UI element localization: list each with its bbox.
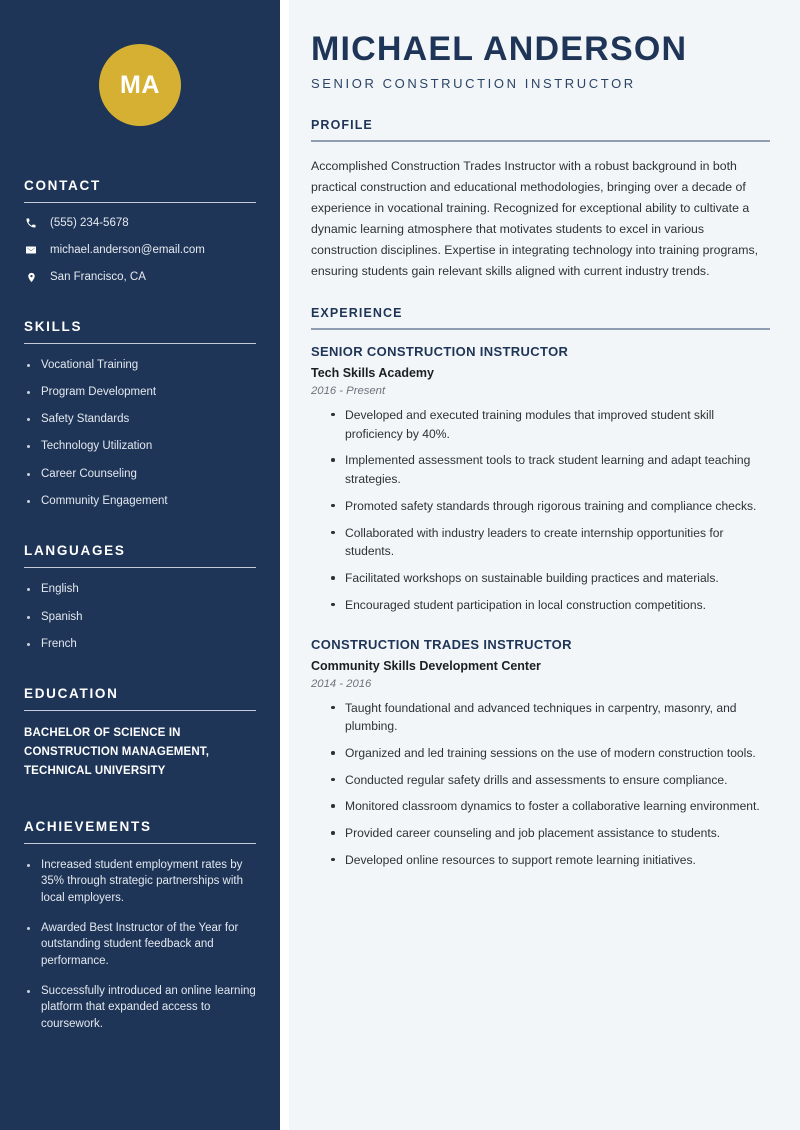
- list-item: Successfully introduced an online learning platform that expanded access to coursework.: [24, 983, 256, 1033]
- achievements-list: [24, 857, 256, 1033]
- job-dates: 2016 - Present: [311, 384, 386, 397]
- column-divider: [280, 0, 289, 1130]
- page-title: MICHAEL ANDERSON: [311, 30, 688, 68]
- achievements-divider: [24, 843, 256, 844]
- profile-divider: [311, 140, 770, 142]
- skills-section: [24, 319, 256, 510]
- list-item: Conducted regular safety drills and assessments to ensure compliance.: [331, 771, 770, 790]
- experience-entry: [311, 344, 770, 615]
- profile-section: [311, 118, 770, 282]
- list-item: Encouraged student participation in local construction competitions.: [331, 596, 770, 615]
- skills-heading: SKILLS: [24, 318, 83, 334]
- education-divider: [24, 710, 256, 711]
- list-item: French: [24, 636, 256, 653]
- list-item: Program Development: [24, 384, 256, 401]
- languages-list: [24, 581, 256, 652]
- sidebar: [0, 0, 280, 1130]
- envelope-icon: [24, 244, 38, 256]
- contact-phone-value: (555) 234-5678: [50, 217, 129, 229]
- list-item: Vocational Training: [24, 357, 256, 374]
- job-title: CONSTRUCTION TRADES INSTRUCTOR: [311, 636, 572, 652]
- map-pin-icon: [24, 271, 38, 284]
- list-item: Promoted safety standards through rigorous training and compliance checks.: [331, 497, 770, 516]
- list-item: Monitored classroom dynamics to foster a collaborative learning environment.: [331, 797, 770, 816]
- contact-location-value: San Francisco, CA: [50, 270, 146, 283]
- education-section: [24, 686, 256, 780]
- education-heading: EDUCATION: [24, 686, 119, 702]
- list-item: Increased student employment rates by 35% through strategic partnerships with local employers.: [24, 857, 256, 907]
- skills-list: [24, 357, 256, 510]
- list-item: Safety Standards: [24, 411, 256, 428]
- list-item: English: [24, 581, 256, 598]
- contact-email-row[interactable]: [24, 243, 256, 258]
- list-item: Collaborated with industry leaders to create internship opportunities for students.: [331, 524, 770, 561]
- list-item: Spanish: [24, 609, 256, 626]
- achievements-section: [24, 819, 256, 1033]
- list-item: Developed online resources to support remote learning initiatives.: [331, 851, 770, 870]
- list-item: Awarded Best Instructor of the Year for outstanding student feedback and performance.: [24, 920, 256, 970]
- phone-icon: [24, 217, 38, 229]
- contact-location-row[interactable]: [24, 270, 256, 285]
- experience-entry: [311, 637, 770, 870]
- languages-heading: LANGUAGES: [24, 543, 126, 559]
- job-bullets: [311, 699, 770, 870]
- job-subtitle: SENIOR CONSTRUCTION INSTRUCTOR: [311, 76, 636, 92]
- list-item: Implemented assessment tools to track student learning and adapt teaching strategies.: [331, 451, 770, 488]
- avatar-initials: MA: [99, 44, 181, 126]
- languages-section: [24, 543, 256, 652]
- contact-divider: [24, 202, 256, 203]
- list-item: Provided career counseling and job placement assistance to students.: [331, 824, 770, 843]
- contact-section: [24, 178, 256, 285]
- list-item: Career Counseling: [24, 466, 256, 483]
- contact-email-value: michael.anderson@email.com: [50, 243, 205, 256]
- experience-divider: [311, 328, 770, 330]
- entry-spacer: [311, 623, 770, 637]
- languages-divider: [24, 567, 256, 568]
- experience-section: [311, 306, 770, 869]
- job-dates: 2014 - 2016: [311, 677, 372, 690]
- profile-text: Accomplished Construction Trades Instructor with a robust background in both practical construction and educational methodologies, bringing over a decade of experience in vocational training. Recognized for exceptional ability to cultivate a dynamic learning atmosphere that motivates students to excel in various construction disciplines. Expertise in integrating technology into training programs, ensuring students gain relevant skills aligned with current industry trends.: [311, 158, 759, 279]
- contact-phone-row[interactable]: [24, 216, 256, 231]
- avatar-container: [24, 0, 256, 178]
- list-item: Facilitated workshops on sustainable building practices and materials.: [331, 569, 770, 588]
- profile-heading: PROFILE: [311, 118, 373, 133]
- main-content: [289, 0, 800, 1130]
- list-item: Developed and executed training modules that improved student skill proficiency by 40%.: [331, 406, 770, 443]
- list-item: Community Engagement: [24, 493, 256, 510]
- job-company: Tech Skills Academy: [311, 365, 434, 380]
- experience-heading: EXPERIENCE: [311, 306, 403, 321]
- list-item: Organized and led training sessions on the use of modern construction tools.: [331, 744, 770, 763]
- job-bullets: [311, 406, 770, 615]
- list-item: Taught foundational and advanced techniques in carpentry, masonry, and plumbing.: [331, 699, 770, 736]
- achievements-heading: ACHIEVEMENTS: [24, 818, 152, 834]
- education-degree: BACHELOR OF SCIENCE IN CONSTRUCTION MANAGEMENT, TECHNICAL UNIVERSITY: [24, 727, 210, 777]
- list-item: Technology Utilization: [24, 438, 256, 455]
- skills-divider: [24, 343, 256, 344]
- contact-heading: CONTACT: [24, 178, 101, 193]
- job-company: Community Skills Development Center: [311, 658, 541, 673]
- job-title: SENIOR CONSTRUCTION INSTRUCTOR: [311, 343, 569, 359]
